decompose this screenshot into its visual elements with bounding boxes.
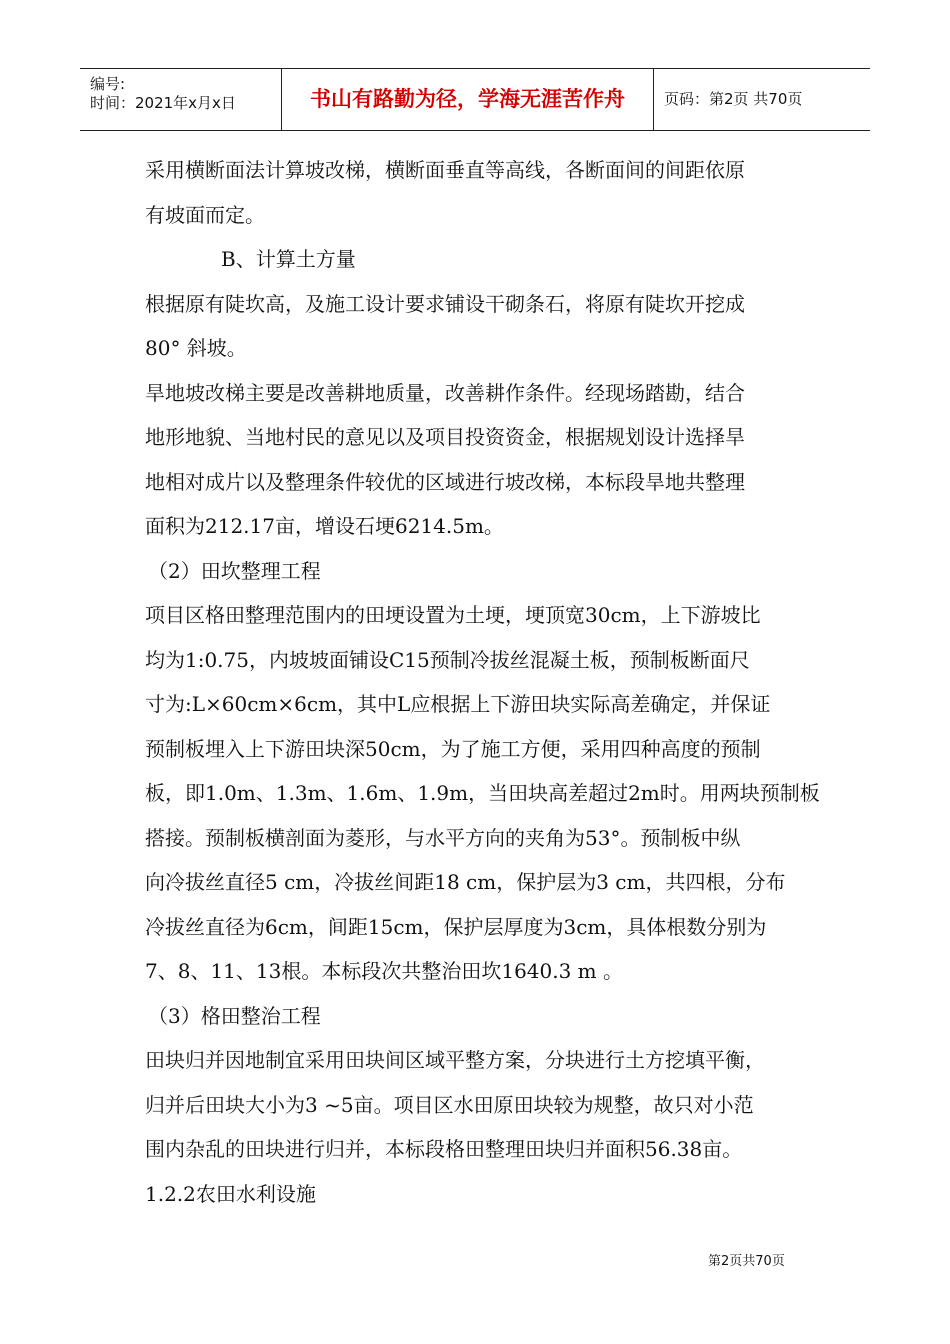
body-line: 面积为212.17亩，增设石埂6214.5m。 [145,514,504,538]
body-line: 地相对成片以及整理条件较优的区域进行坡改梯，本标段旱地共整理 [145,469,745,494]
section-heading: （2）田坎整理工程 [148,558,321,583]
body-line: 地形地貌、当地村民的意见以及项目投资资金，根据规划设计选择旱 [145,425,745,449]
header-motto: 书山有路勤为径，学海无涯苦作舟 [282,69,654,130]
body-line: 归并后田块大小为3 ~5亩。项目区水田原田块较为规整，故只对小范 [145,1092,754,1117]
body-line: 旱地坡改梯主要是改善耕地质量，改善耕作条件。经现场踏勘，结合 [145,380,745,405]
body-line: 采用横断面法计算坡改梯，横断面垂直等高线，各断面间的间距依原 [145,158,745,182]
header-page-label: 页码：第2页 共70页 [664,90,803,108]
section-heading: B、计算土方量 [221,247,356,271]
body-line: 冷拔丝直径为6cm，间距15cm，保护层厚度为3cm，具体根数分别为 [145,914,767,939]
body-line: 均为1:0.75，内坡坡面铺设C15预制冷拔丝混凝土板，预制板断面尺 [145,647,750,672]
body-line: 7、8、11、13根。本标段次共整治田坎1640.3 m 。 [145,959,624,983]
section-heading: 1.2.2农田水利设施 [145,1181,316,1206]
section-heading: （3）格田整治工程 [148,1003,321,1028]
page-footer: 第2页共70页 [708,1254,785,1269]
body-line: 项目区格田整理范围内的田埂设置为土埂，埂顶宽30cm，上下游坡比 [145,603,761,627]
body-line: 围内杂乱的田块进行归并，本标段格田整理田块归并面积56.38亩。 [145,1137,743,1161]
body-line: 有坡面而定。 [145,202,265,227]
body-line: 80° 斜坡。 [145,336,247,360]
date-label: 时间：2021年x月x日 [90,94,236,112]
header-meta [80,69,282,130]
body-line: 板，即1.0m、1.3m、1.6m、1.9m，当田块高差超过2m时。用两块预制板 [145,781,820,805]
body-line: 根据原有陡坎高，及施工设计要求铺设干砌条石，将原有陡坎开挖成 [145,291,745,316]
body-line: 寸为:L×60cm×6cm，其中L应根据上下游田块实际高差确定，并保证 [145,692,771,716]
body-line: 田块归并因地制宜采用田块间区域平整方案，分块进行土方挖填平衡， [145,1048,765,1072]
page-header [80,68,870,131]
body-line: 预制板埋入上下游田块深50cm，为了施工方便，采用四种高度的预制 [145,736,761,761]
body-line: 搭接。预制板横剖面为菱形，与水平方向的夹角为53°。预制板中纵 [145,825,741,850]
body-line: 向冷拔丝直径5 cm，冷拔丝间距18 cm，保护层为3 cm，共四根，分布 [145,870,786,894]
number-label: 编号: [90,75,126,93]
document-body [145,148,820,1216]
